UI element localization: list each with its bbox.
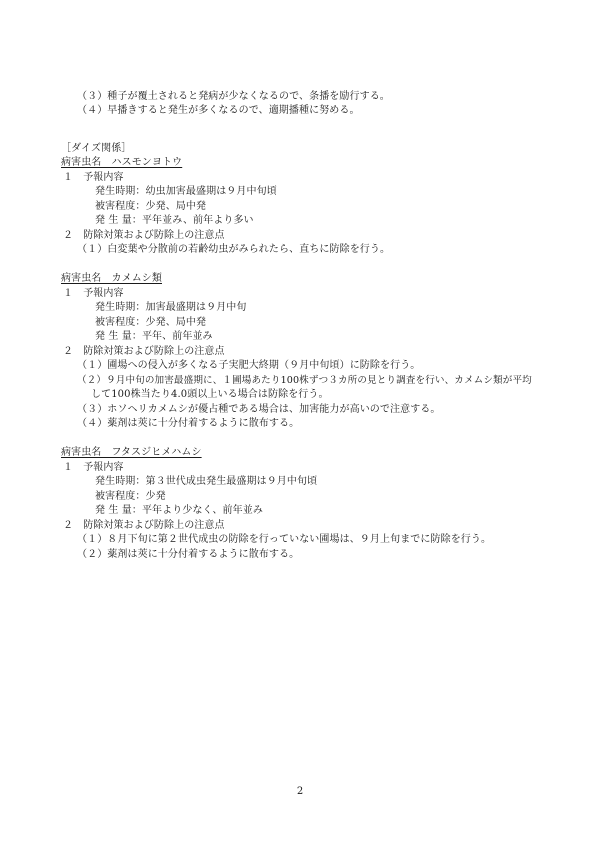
forecast-amount: 発 生 量：平年、前年並み bbox=[95, 331, 213, 342]
pest-name-futasujihimehamushi: 病害虫名 フタスジヒメハムシ bbox=[61, 447, 202, 458]
forecast-heading: １ 予報内容 bbox=[63, 172, 124, 183]
control-item: （３）ホソヘリカメムシが優占種である場合は、加害能力が高いので注意する。 bbox=[77, 404, 441, 415]
forecast-heading: １ 予報内容 bbox=[63, 462, 124, 473]
forecast-timing: 発生時期：第３世代成虫発生最盛期は９月中旬頃 bbox=[95, 476, 318, 487]
page-number: 2 bbox=[296, 786, 304, 797]
forecast-timing: 発生時期：加害最盛期は９月中旬 bbox=[95, 302, 247, 313]
forecast-amount: 発 生 量：平年並み、前年より多い bbox=[95, 215, 254, 226]
section-heading: ［ダイズ関係］ bbox=[61, 143, 132, 154]
control-heading: ２ 防除対策および防除上の注意点 bbox=[63, 346, 225, 357]
control-item: （１）圃場への侵入が多くなる子実肥大終期（９月中旬頃）に防除を行う。 bbox=[77, 360, 421, 371]
control-item: （２）薬剤は莢に十分付着するように散布する。 bbox=[77, 549, 300, 560]
pest-name-hasumonyotou: 病害虫名 ハスモンヨトウ bbox=[61, 157, 183, 168]
control-item: （１）白変葉や分散前の若齢幼虫がみられたら、直ちに防除を行う。 bbox=[77, 244, 391, 255]
pest-name-kamemushi: 病害虫名 カメムシ類 bbox=[61, 273, 162, 284]
intro-item-4: （４）早播きすると発生が多くなるので、適期播種に努める。 bbox=[77, 105, 360, 116]
forecast-damage: 被害程度：少発 bbox=[95, 491, 166, 502]
forecast-damage: 被害程度：少発、局中発 bbox=[95, 201, 207, 212]
forecast-amount: 発 生 量：平年より少なく、前年並み bbox=[95, 505, 263, 516]
control-heading: ２ 防除対策および防除上の注意点 bbox=[63, 230, 225, 241]
control-item-continued: して100株当たり4.0頭以上いる場合は防除を行う。 bbox=[91, 389, 329, 400]
forecast-damage: 被害程度：少発、局中発 bbox=[95, 317, 207, 328]
control-item: （１）８月下旬に第２世代成虫の防除を行っていない圃場は、９月上旬までに防除を行う。 bbox=[77, 534, 492, 545]
intro-item-3: （３）種子が覆土されると発病が少なくなるので、条播を励行する。 bbox=[77, 91, 390, 102]
control-heading: ２ 防除対策および防除上の注意点 bbox=[63, 520, 225, 531]
control-item: （２）９月中旬の加害最盛期に、１圃場あたり100株ずつ３カ所の見とり調査を行い、カメムシ類が平均 bbox=[77, 375, 532, 386]
forecast-heading: １ 予報内容 bbox=[63, 288, 124, 299]
forecast-timing: 発生時期：幼虫加害最盛期は９月中旬頃 bbox=[95, 186, 277, 197]
control-item: （４）薬剤は莢に十分付着するように散布する。 bbox=[77, 418, 300, 429]
